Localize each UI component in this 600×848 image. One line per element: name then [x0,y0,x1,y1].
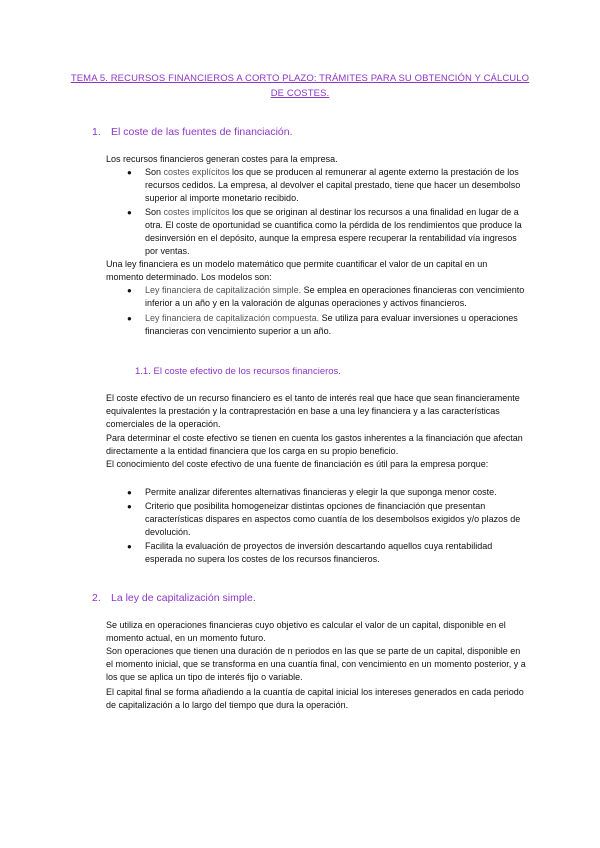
list-item: ● Permite analizar diferentes alternativas financieras y elegir la que suponga menor coste. [127,487,497,497]
paragraph: Una ley financiera es un modelo matemático que permite cuantificar el valor de un capital en un momento determinado. Los modelos son: [106,259,488,282]
list-item [125,284,530,310]
bullet-icon: ● [127,208,132,217]
document-title: TEMA 5. RECURSOS FINANCIEROS A CORTO PLAZO: TRÁMITES PARA SU OBTENCIÓN Y CÁLCULO DE COSTES. [70,73,530,99]
bullet-list [125,166,530,258]
bullet-icon: ● [127,542,132,551]
subsection-1-1-heading: 1.1. El coste efectivo de los recursos financieros. [135,366,341,377]
list-item [125,206,530,258]
list-item [125,166,530,205]
section-title: El coste de las fuentes de financiación. [111,126,293,138]
item-lead: Son [145,207,164,217]
paragraph: Para determinar el coste efectivo se tienen en cuenta los gastos inherentes a la financiación que afectan directamente a la entidad financiera que los carga en su propio beneficio. [106,433,523,456]
bullet-list [125,284,530,338]
bullet-list [125,486,530,566]
item-text: Se emplea en operaciones financieras con vencimiento inferior a un año y en la valoración de algunas operaciones y activos financieros. [145,285,525,308]
section-title: La ley de capitalización simple. [111,592,256,604]
section-number: 2. [92,592,101,604]
list-item: ● Facilita la evaluación de proyectos de inversión descartando aquellos cuya rentabilidad esperada no supera los costes de los recursos financieros. [127,541,493,564]
item-term: costes explícitos [163,167,230,177]
paragraph: Se utiliza en operaciones financieras cuyo objetivo es calcular el valor de un capital, disponible en el momento actual, en un momento futuro. [106,620,506,643]
paragraph: Los recursos financieros generan costes para la empresa. [106,154,338,164]
item-lead: Son [145,167,164,177]
item-text: Se utiliza para evaluar inversiones u operaciones financieras con vencimiento superior a un año. [145,313,518,336]
list-item [125,312,530,338]
bullet-icon: ● [127,168,132,177]
paragraph: El conocimiento del coste efectivo de una fuente de financiación es útil para la empresa porque: [106,459,489,469]
paragraph: Son operaciones que tienen una duración de n periodos en las que se parte de un capital, disponible en el momento inicial, que se transforma en una cuantía final, con vencimiento en un momento posterior, y a los que se aplica un tipo de interés fijo o variable. [106,646,526,682]
item-text: los que se producen al remunerar al agente externo la prestación de los recursos cedidos. La empresa, al devolver el capital prestado, tiene que hacer un desembolso superior al importe monetario recibido. [145,167,521,203]
item-term: costes implícitos [163,207,230,217]
item-term: Ley financiera de capitalización compuesta. [145,313,320,323]
bullet-icon: ● [127,502,132,511]
list-item: ● Criterio que posibilita homogeneizar distintas opciones de financiación que presentan características dispares en aspectos como cuantía de los desembolsos exigidos y/o plazos de devolución. [127,501,521,537]
paragraph: El coste efectivo de un recurso financiero es el tanto de interés real que hace que sean financieramente equivalentes la prestación y la contraprestación en base a una ley financiera y a las características comerciales de la operación. [106,393,520,429]
bullet-icon: ● [127,314,132,323]
section-number: 1. [92,126,101,138]
paragraph: El capital final se forma añadiendo a la cuantía de capital inicial los intereses generados en cada periodo de capitalización a lo largo del tiempo que dura la operación. [106,687,524,710]
item-term: Ley financiera de capitalización simple. [145,285,302,295]
bullet-icon: ● [127,286,132,295]
item-text: los que se originan al destinar los recursos a una finalidad en lugar de a otra. El coste de oportunidad se cuantifica como la pérdida de los rendimientos que produce la desinversión en el depósito, aunque la empresa espere recuperar la rentabilidad vía ingresos por ventas. [145,207,522,256]
bullet-icon: ● [127,488,132,497]
